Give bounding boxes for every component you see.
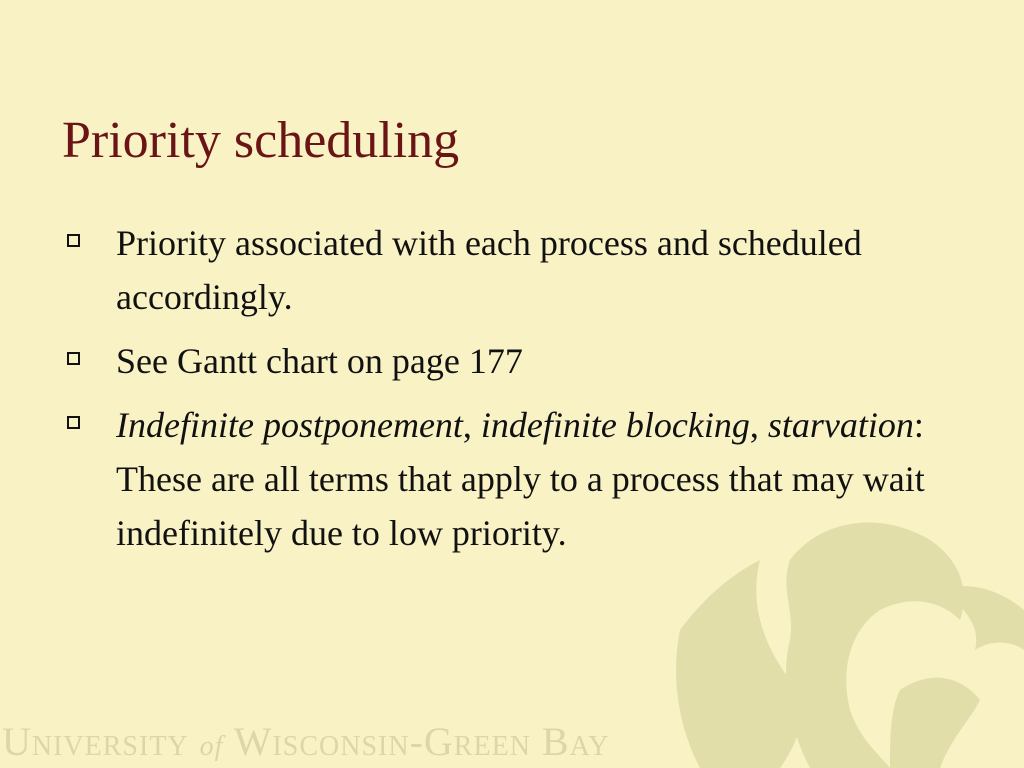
separator: , [462,405,481,445]
bullet-text: : These are all terms that apply to a process that may wait indefinitely due to low priority. [116,405,925,553]
separator: , [749,405,768,445]
hollow-square-icon [67,234,80,247]
term-starvation: starvation [767,405,914,445]
footer-part1: University [2,719,200,764]
bullet-list [62,216,962,570]
bullet-text: See Gantt chart on page 177 [116,341,523,381]
bullet-item [62,334,962,388]
term-indefinite-postponement: Indefinite postponement [116,405,463,445]
slide-title: Priority scheduling [62,112,460,169]
bullet-text: Priority associated with each process and scheduled accordingly. [116,223,862,317]
hollow-square-icon [67,416,80,429]
footer-of: of [199,731,224,762]
university-footer [2,719,610,764]
term-indefinite-blocking: indefinite blocking [480,405,750,445]
footer-part2: Wisconsin-Green Bay [223,719,610,764]
bullet-item [62,398,962,560]
hollow-square-icon [67,352,80,365]
bullet-item [62,216,962,324]
